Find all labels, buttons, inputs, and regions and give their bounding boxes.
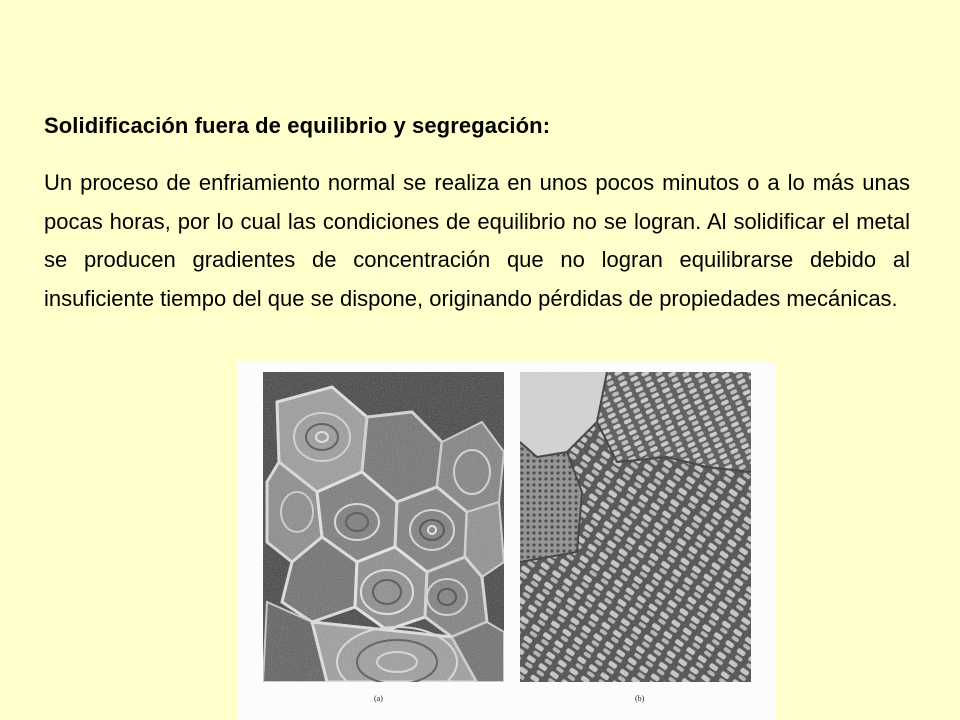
slide-paragraph: Un proceso de enfriamiento normal se realiza en unos pocos minutos o a lo más unas pocas horas, por lo cual las condiciones de equilibrio no se logran. Al solidificar el metal se producen gradientes de concentración que no logran equilibrarse debido al insuficiente tiempo del que se dispone, originando pérdidas de propiedades mecánicas.: [44, 170, 910, 311]
slide-title: Solidificación fuera de equilibrio y segregación:: [44, 113, 551, 138]
micrograph-figure: [237, 362, 775, 720]
micrograph-a-image: [263, 372, 504, 697]
micrograph-b-image: [520, 372, 751, 682]
micrograph-b-caption: (b): [635, 694, 645, 703]
micrograph-a-caption: (a): [374, 694, 383, 703]
